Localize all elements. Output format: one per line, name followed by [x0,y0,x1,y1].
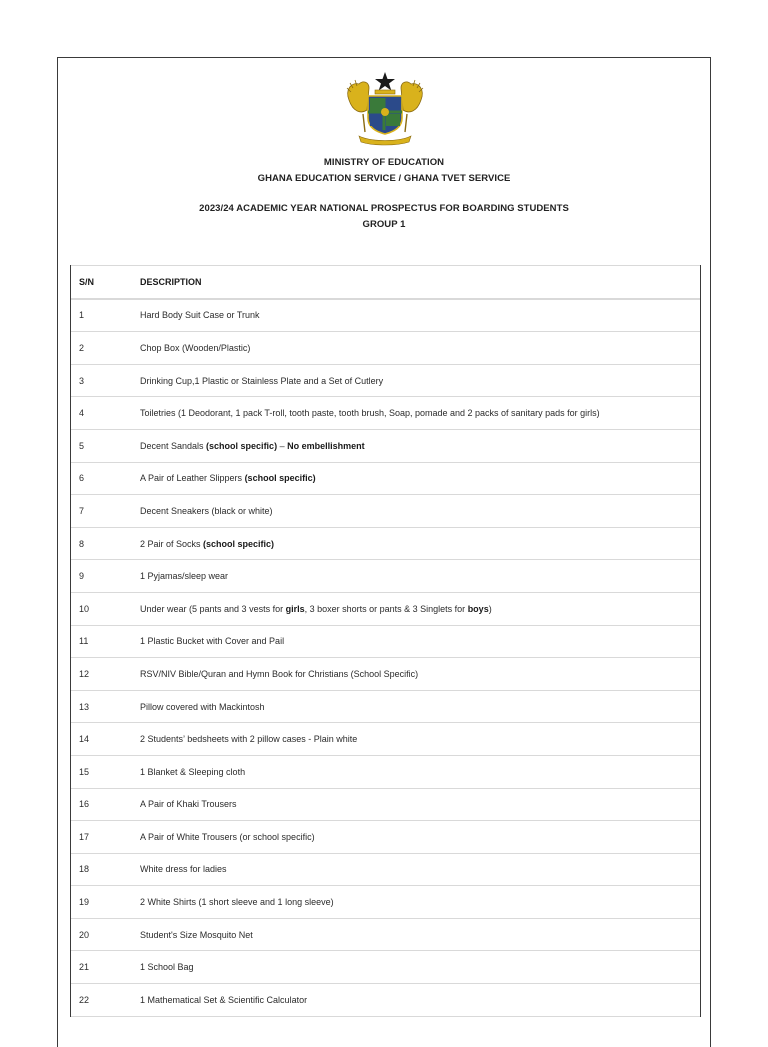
table-row [71,626,700,659]
row-description [140,473,700,483]
table-row [71,463,700,496]
text-segment: A Pair of Khaki Trousers [140,799,237,810]
text-segment: Chop Box (Wooden/Plastic) [140,342,251,353]
row-sn: 11 [79,636,89,647]
row-sn: 7 [79,505,85,516]
row-description [140,539,700,549]
row-sn: 2 [79,342,85,353]
row-description [140,571,700,581]
row-description [140,376,700,386]
table-row [71,919,700,952]
row-sn: 18 [79,864,90,875]
items-table [70,265,701,1017]
row-sn: 9 [79,571,85,582]
table-row [71,495,700,528]
row-description [140,864,700,874]
row-description [140,832,700,842]
table-row [71,951,700,984]
row-description [140,408,700,418]
table-row [71,691,700,724]
row-description [140,930,700,940]
text-segment: 1 Pyjamas/sleep wear [140,571,229,582]
bold-text: (school specific) [206,440,278,451]
table-row [71,593,700,626]
text-segment: 2 Students’ bedsheets with 2 pillow cases - Plain white [140,734,358,745]
row-description [140,310,700,320]
text-segment: Pillow covered with Mackintosh [140,701,265,712]
text-segment: A Pair of Leather Slippers [140,473,245,484]
text-segment: 1 Plastic Bucket with Cover and Pail [140,636,285,647]
bold-text: boys [467,603,489,614]
row-sn: 19 [79,897,90,908]
text-segment: Toiletries (1 Deodorant, 1 pack T-roll, tooth paste, tooth brush, Soap, pomade and 2 packs of sanitary pads for girls) [140,408,600,419]
text-segment: 1 School Bag [140,962,194,973]
text-segment: White dress for ladies [140,864,227,875]
column-header-sn: S/N [79,276,95,287]
row-description [140,897,700,907]
row-description [140,506,700,516]
text-segment: Hard Body Suit Case or Trunk [140,310,260,321]
prospectus-page [57,57,711,1047]
bold-text: (school specific) [203,538,275,549]
row-sn: 14 [79,734,90,745]
table-header-row [71,265,700,299]
table-row [71,886,700,919]
service-heading: GHANA EDUCATION SERVICE / GHANA TVET SERVICE [257,173,511,184]
column-header-description: DESCRIPTION [140,276,202,287]
text-segment: Student's Size Mosquito Net [140,929,253,940]
ministry-heading: MINISTRY OF EDUCATION [323,157,445,168]
row-sn: 20 [79,929,90,940]
row-sn: 4 [79,408,85,419]
text-segment: 2 White Shirts (1 short sleeve and 1 long sleeve) [140,897,334,908]
row-sn: 10 [79,603,90,614]
table-row [71,789,700,822]
table-row [71,365,700,398]
table-row [71,397,700,430]
table-row [71,332,700,365]
row-sn: 16 [79,799,90,810]
table-row [71,723,700,756]
table-row [71,756,700,789]
text-segment: 1 Mathematical Set & Scientific Calculator [140,994,308,1005]
bold-text: (school specific) [244,473,316,484]
row-sn: 22 [79,994,90,1005]
text-segment: – [277,440,288,451]
table-row [71,430,700,463]
row-description [140,799,700,809]
table-row [71,560,700,593]
row-sn: 8 [79,538,85,549]
row-description [140,343,700,353]
table-row [71,854,700,887]
row-description [140,636,700,646]
row-description [140,669,700,679]
text-segment: Decent Sneakers (black or white) [140,505,273,516]
text-segment: Decent Sandals [140,440,207,451]
prospectus-heading: 2023/24 ACADEMIC YEAR NATIONAL PROSPECTUS FOR BOARDING STUDENTS [199,203,569,214]
table-row [71,984,700,1017]
text-segment: ) [488,603,492,614]
row-sn: 6 [79,473,85,484]
ghana-coat-of-arms-icon [343,70,427,146]
row-description [140,441,700,451]
table-body [71,299,700,1017]
text-segment: 1 Blanket & Sleeping cloth [140,766,246,777]
row-description [140,767,700,777]
row-description [140,734,700,744]
row-description [140,604,700,614]
row-sn: 3 [79,375,85,386]
row-description [140,702,700,712]
bold-text: girls [285,603,305,614]
row-description [140,995,700,1005]
table-row [71,528,700,561]
table-row [71,658,700,691]
bold-text: No embellishment [287,440,365,451]
table-row [71,299,700,333]
group-heading: GROUP 1 [362,219,406,230]
row-sn: 5 [79,440,85,451]
row-sn: 12 [79,668,90,679]
text-segment: A Pair of White Trousers (or school specific) [140,831,315,842]
text-segment: 2 Pair of Socks [140,538,204,549]
row-sn: 17 [79,831,90,842]
row-sn: 21 [79,962,90,973]
table-row [71,821,700,854]
text-segment: Drinking Cup,1 Plastic or Stainless Plate and a Set of Cutlery [140,375,384,386]
text-segment: , 3 boxer shorts or pants & 3 Singlets for [304,603,468,614]
row-sn: 15 [79,766,90,777]
text-segment: RSV/NIV Bible/Quran and Hymn Book for Christians (School Specific) [140,668,419,679]
row-description [140,962,700,972]
row-sn: 13 [79,701,90,712]
row-sn: 1 [79,310,85,321]
text-segment: Under wear (5 pants and 3 vests for [140,603,286,614]
